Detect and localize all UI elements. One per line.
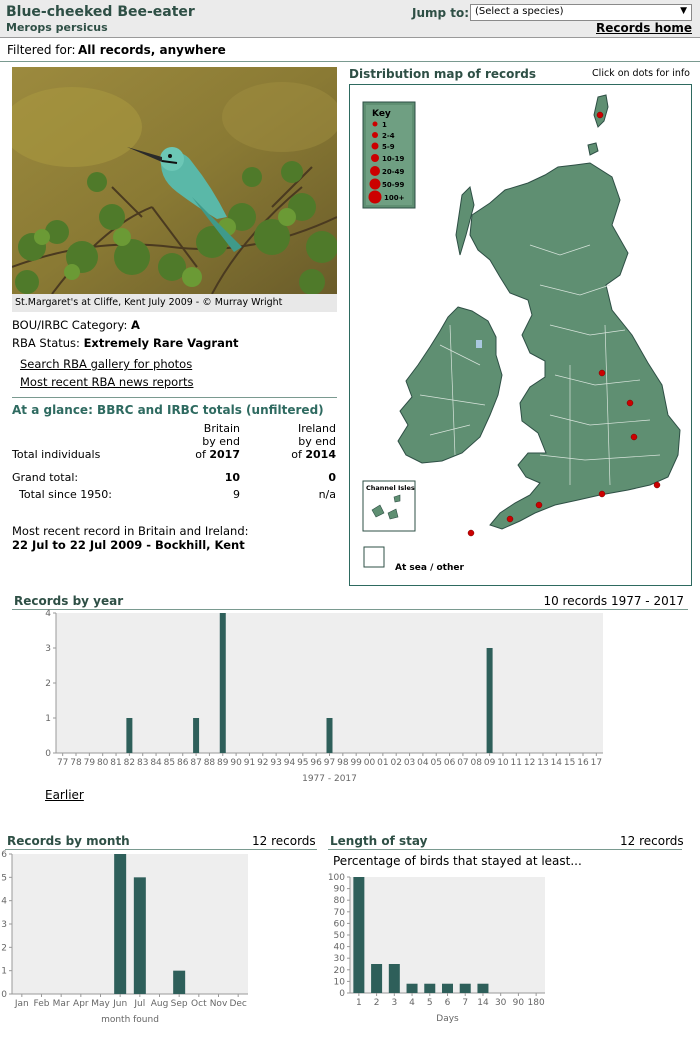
x-tick-label: 88 xyxy=(203,758,216,768)
stay-title: Length of stay xyxy=(330,834,428,848)
category-row xyxy=(12,318,140,332)
channel-isles-inset xyxy=(363,481,415,531)
x-tick-label: 08 xyxy=(470,758,482,768)
y-tick-label: 70 xyxy=(333,907,345,918)
map-hint: Click on dots for info xyxy=(592,68,690,79)
x-tick-label: 99 xyxy=(350,758,362,768)
bar xyxy=(126,718,132,753)
x-tick-label: 96 xyxy=(310,758,322,768)
x-tick-label: Nov xyxy=(209,999,228,1009)
status-label: RBA Status: xyxy=(12,336,80,350)
x-tick-label: 91 xyxy=(243,758,256,768)
by-year-summary: 10 records 1977 - 2017 xyxy=(543,594,684,608)
bar xyxy=(220,613,226,753)
stay-subtitle: Percentage of birds that stayed at least... xyxy=(333,854,582,868)
x-tick-label: 180 xyxy=(527,998,545,1008)
bar xyxy=(371,964,382,993)
divider xyxy=(328,849,682,850)
x-tick-label: 09 xyxy=(483,758,496,768)
x-tick-label: 07 xyxy=(457,758,469,768)
y-tick-label: 6 xyxy=(1,850,7,860)
bar xyxy=(487,648,493,753)
x-tick-label: 4 xyxy=(409,998,415,1008)
y-tick-label: 3 xyxy=(1,920,7,930)
x-tick-label: 14 xyxy=(477,998,489,1008)
x-tick-label: 92 xyxy=(257,758,269,768)
x-tick-label: 13 xyxy=(537,758,549,768)
lough-neagh xyxy=(476,340,482,348)
photo-caption: St.Margaret's at Cliffe, Kent July 2009 - © Murray Wright xyxy=(12,294,337,312)
x-tick-label: 87 xyxy=(190,758,202,768)
species-name: Blue-cheeked Bee-eater xyxy=(6,4,195,20)
by-month-title: Records by month xyxy=(7,834,130,848)
grand-total-label: Grand total: xyxy=(12,471,79,484)
chevron-down-icon: ▼ xyxy=(680,6,687,16)
at-sea-label: At sea / other xyxy=(395,563,464,573)
x-tick-label: May xyxy=(91,999,110,1009)
page-header xyxy=(0,0,700,38)
news-link[interactable]: Most recent RBA news reports xyxy=(20,375,194,389)
y-tick-label: 10 xyxy=(333,977,345,988)
record-dot xyxy=(599,491,605,497)
britain-column-header: Britain by end of 2017 xyxy=(195,422,240,461)
stay-xlabel: Days xyxy=(436,1014,459,1024)
shetland-shape xyxy=(594,95,608,127)
x-tick-label: 00 xyxy=(363,758,376,768)
by-month-xlabel: month found xyxy=(101,1015,159,1025)
y-tick-label: 0 xyxy=(339,989,345,999)
y-tick-label: 5 xyxy=(1,873,7,884)
divider xyxy=(12,397,337,398)
records-by-year-chart xyxy=(40,608,610,786)
since1950-britain: 9 xyxy=(233,488,240,501)
x-tick-label: Dec xyxy=(229,999,247,1009)
bar xyxy=(389,964,400,993)
bar xyxy=(327,718,333,753)
filter-bar xyxy=(0,38,700,62)
key-item-4: 10-19 xyxy=(382,155,405,163)
bar xyxy=(173,971,185,994)
filter-value: All records, anywhere xyxy=(78,43,226,57)
channel-isles-label: Channel Isles xyxy=(366,484,415,492)
x-tick-label: 95 xyxy=(297,758,309,768)
bar xyxy=(134,877,146,994)
bar xyxy=(460,984,471,993)
x-tick-label: 30 xyxy=(494,998,507,1008)
x-tick-label: 81 xyxy=(110,758,122,768)
x-tick-label: 90 xyxy=(230,758,242,768)
record-dot xyxy=(507,516,513,522)
latin-name: Merops persicus xyxy=(6,21,108,34)
y-tick-label: 100 xyxy=(327,873,345,883)
x-tick-label: 02 xyxy=(390,758,402,768)
x-tick-label: 78 xyxy=(70,758,82,768)
great-britain-shape xyxy=(470,163,680,529)
key-item-5: 20-49 xyxy=(382,168,405,176)
x-tick-label: 98 xyxy=(337,758,349,768)
filter-label: Filtered for: xyxy=(7,43,76,57)
bar xyxy=(353,877,364,993)
x-tick-label: 77 xyxy=(56,758,69,768)
species-select-value: (Select a species) xyxy=(475,6,564,17)
bar xyxy=(193,718,199,753)
x-tick-label: 90 xyxy=(512,998,525,1008)
stay-summary: 12 records xyxy=(620,834,684,848)
x-tick-label: Sep xyxy=(170,999,188,1009)
map-key xyxy=(363,102,415,208)
species-select[interactable] xyxy=(470,4,692,21)
bar xyxy=(442,984,453,993)
x-tick-label: 94 xyxy=(283,758,296,768)
species-photo[interactable] xyxy=(12,67,337,294)
gallery-link[interactable]: Search RBA gallery for photos xyxy=(20,357,193,371)
x-tick-label: 05 xyxy=(430,758,442,768)
y-tick-label: 4 xyxy=(1,896,7,907)
jump-label: Jump to: xyxy=(412,6,470,20)
bar xyxy=(114,854,126,994)
since1950-label: Total since 1950: xyxy=(19,488,112,501)
bar xyxy=(407,984,418,993)
x-tick-label: 84 xyxy=(150,758,162,768)
x-tick-label: 16 xyxy=(577,758,589,768)
x-tick-label: 79 xyxy=(83,758,96,768)
record-dot xyxy=(599,370,605,376)
x-tick-label: 12 xyxy=(523,758,536,768)
key-item-1: 1 xyxy=(382,121,387,129)
x-tick-label: 6 xyxy=(444,998,451,1008)
records-home-link[interactable]: Records home xyxy=(596,21,692,35)
recent-record-value: 22 Jul to 22 Jul 2009 - Bockhill, Kent xyxy=(12,538,245,552)
x-tick-label: Aug xyxy=(150,999,169,1009)
record-dot xyxy=(468,530,474,536)
y-tick-label: 20 xyxy=(333,965,345,976)
x-tick-label: 89 xyxy=(217,758,229,768)
individuals-label: Total individuals xyxy=(12,448,101,461)
x-tick-label: 85 xyxy=(163,758,176,768)
bar xyxy=(477,984,488,993)
x-tick-label: 93 xyxy=(270,758,282,768)
record-dot xyxy=(654,482,660,488)
x-tick-label: Jun xyxy=(113,999,128,1009)
x-tick-label: Mar xyxy=(52,999,70,1009)
uk-ireland-map xyxy=(350,85,692,586)
x-tick-label: 80 xyxy=(96,758,109,768)
y-tick-label: 60 xyxy=(333,919,345,930)
x-tick-label: Feb xyxy=(33,999,50,1009)
category-value: A xyxy=(131,318,140,332)
x-tick-label: 14 xyxy=(550,758,563,768)
records-by-month-chart xyxy=(0,848,260,1028)
record-dot xyxy=(627,400,633,406)
distribution-map[interactable] xyxy=(349,84,692,586)
status-value: Extremely Rare Vagrant xyxy=(83,336,239,350)
x-tick-label: 2 xyxy=(373,998,380,1008)
y-tick-label: 0 xyxy=(45,749,51,759)
x-tick-label: 06 xyxy=(443,758,456,768)
x-tick-label: 03 xyxy=(403,758,416,768)
map-key-title: Key xyxy=(372,109,391,119)
x-tick-label: 01 xyxy=(377,758,389,768)
by-year-title: Records by year xyxy=(14,594,124,608)
orkney-shape xyxy=(588,143,598,155)
y-tick-label: 2 xyxy=(1,943,7,954)
y-tick-label: 40 xyxy=(333,942,345,953)
category-label: BOU/IRBC Category: xyxy=(12,318,128,332)
status-row xyxy=(12,336,239,350)
y-tick-label: 90 xyxy=(333,884,345,895)
by-month-summary: 12 records xyxy=(252,834,316,848)
x-tick-label: 83 xyxy=(136,758,149,768)
recent-record-label: Most recent record in Britain and Ireland: xyxy=(12,524,249,538)
glance-title: At a glance: BBRC and IRBC totals (unfiltered) xyxy=(12,403,324,417)
x-tick-label: 7 xyxy=(462,998,469,1008)
y-tick-label: 2 xyxy=(45,679,51,689)
key-item-6: 50-99 xyxy=(382,181,405,189)
ireland-column-header: Ireland by end of 2014 xyxy=(291,422,336,461)
map-title: Distribution map of records xyxy=(349,67,537,81)
x-tick-label: 86 xyxy=(177,758,189,768)
y-tick-label: 50 xyxy=(333,931,345,941)
key-item-2: 2-4 xyxy=(382,132,395,140)
length-of-stay-chart xyxy=(322,868,552,1028)
x-tick-label: 04 xyxy=(417,758,429,768)
grand-total-britain: 10 xyxy=(224,471,240,484)
x-tick-label: 3 xyxy=(391,998,398,1008)
bar xyxy=(424,984,435,993)
y-tick-label: 3 xyxy=(45,644,51,654)
at-sea-box xyxy=(364,547,384,567)
x-tick-label: 17 xyxy=(590,758,603,768)
x-tick-label: Jul xyxy=(134,999,146,1009)
x-tick-label: 1 xyxy=(355,998,362,1008)
x-tick-label: Oct xyxy=(191,999,207,1009)
x-tick-label: 10 xyxy=(497,758,509,768)
y-tick-label: 30 xyxy=(333,954,345,965)
by-year-xlabel: 1977 - 2017 xyxy=(302,774,357,784)
record-dot xyxy=(597,112,603,118)
y-tick-label: 80 xyxy=(333,896,345,907)
key-item-7: 100+ xyxy=(384,194,405,202)
record-dot xyxy=(631,434,637,440)
earlier-link[interactable]: Earlier xyxy=(45,788,84,802)
y-tick-label: 1 xyxy=(45,714,51,724)
y-tick-label: 0 xyxy=(1,990,7,1000)
record-dot xyxy=(536,502,542,508)
y-tick-label: 1 xyxy=(1,966,7,977)
bird-photo-illustration xyxy=(12,67,337,294)
x-tick-label: 11 xyxy=(510,758,523,768)
plot-area xyxy=(12,854,248,994)
y-tick-label: 4 xyxy=(45,609,51,619)
key-item-3: 5-9 xyxy=(382,143,395,151)
since1950-ireland: n/a xyxy=(318,488,336,501)
grand-total-ireland: 0 xyxy=(328,471,336,484)
x-tick-label: 5 xyxy=(426,998,433,1008)
x-tick-label: Apr xyxy=(73,999,89,1009)
x-tick-label: Jan xyxy=(14,999,29,1009)
x-tick-label: 97 xyxy=(323,758,336,768)
x-tick-label: 15 xyxy=(563,758,576,768)
x-tick-label: 82 xyxy=(123,758,136,768)
